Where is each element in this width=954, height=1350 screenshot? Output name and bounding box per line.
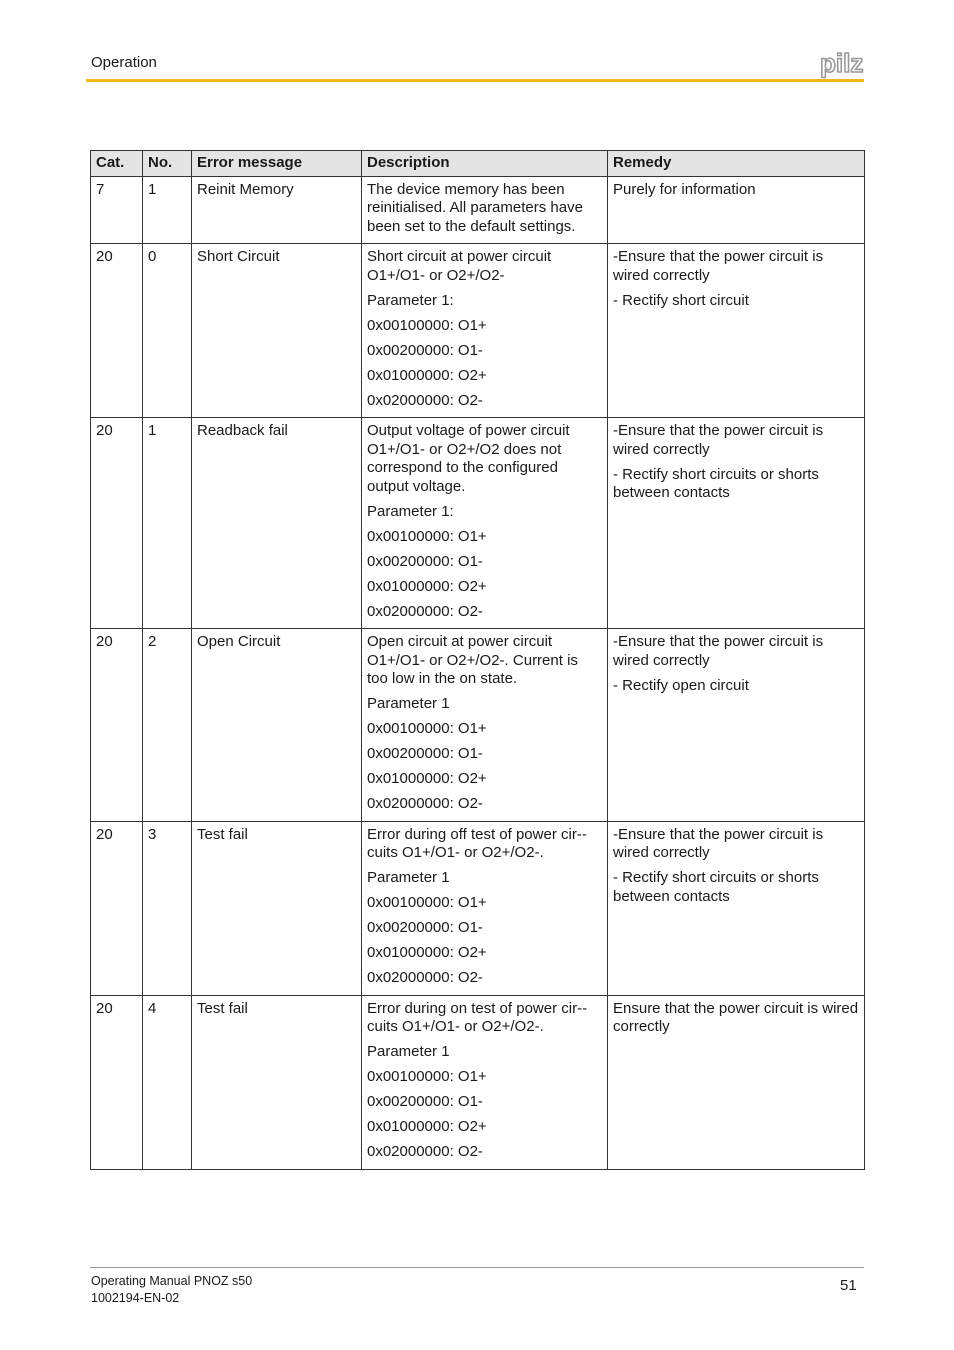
table-row: [91, 629, 865, 822]
description-line: 0x02000000: O2-: [367, 1143, 483, 1160]
cell-cat: 20: [91, 418, 143, 629]
cell-error-message: Readback fail: [192, 418, 362, 629]
footer-doc-info: [91, 1273, 252, 1307]
cell-no: 2: [143, 629, 192, 822]
description-line: 0x00200000: O1-: [367, 552, 483, 570]
footer-doc-number: 1002194-EN-02: [91, 1291, 180, 1305]
cell-description: [362, 176, 608, 244]
description-line: 0x02000000: O2-: [367, 391, 483, 409]
remedy-line: -Ensure that the power circuit is wired correctly: [613, 248, 824, 284]
description-line: Error during on test of power cir-cuits O1+/O1- or O2+/O2-.: [367, 999, 588, 1035]
cell-remedy: [608, 176, 865, 244]
cell-error-message: Test fail: [192, 995, 362, 1169]
cell-no: 3: [143, 821, 192, 995]
description-line: Error during off test of power cir-cuits O1+/O1- or O2+/O2-.: [367, 825, 587, 861]
remedy-line: Purely for information: [613, 180, 756, 198]
table-row: [91, 244, 865, 418]
cell-remedy: [608, 821, 865, 995]
description-line: Output voltage of power circuit O1+/O1- or O2+/O2 does not correspond to the configured output voltage.: [367, 422, 570, 495]
remedy-line: - Rectify short circuits or shorts between contacts: [613, 465, 819, 501]
description-line: 0x00200000: O1-: [367, 919, 483, 936]
description-line: 0x00100000: O1+: [367, 1068, 487, 1085]
cell-error-message: Short Circuit: [192, 244, 362, 418]
description-line: 0x02000000: O2-: [367, 969, 483, 986]
description-line: 0x00100000: O1+: [367, 527, 487, 545]
description-line: Parameter 1:: [367, 291, 454, 309]
description-line: 0x02000000: O2-: [367, 795, 483, 812]
remedy-line: - Rectify open circuit: [613, 676, 749, 694]
description-line: 0x01000000: O2+: [367, 770, 487, 787]
cell-error-message: Test fail: [192, 821, 362, 995]
cell-no: 1: [143, 418, 192, 629]
description-line: 0x00200000: O1-: [367, 341, 483, 359]
cell-no: 0: [143, 244, 192, 418]
table-body: [91, 176, 865, 1169]
remedy-line: - Rectify short circuits or shorts between contacts: [613, 869, 819, 905]
description-line: 0x01000000: O2+: [367, 366, 487, 384]
cell-cat: 20: [91, 244, 143, 418]
description-line: The device memory has been reinitialised. All parameters have been set to the default settings.: [367, 180, 583, 235]
remedy-line: - Rectify short circuit: [613, 291, 749, 309]
cell-no: 4: [143, 995, 192, 1169]
cell-cat: 7: [91, 176, 143, 244]
description-line: 0x00200000: O1-: [367, 745, 483, 762]
description-line: Parameter 1: [367, 869, 450, 886]
cell-description: [362, 418, 608, 629]
cell-remedy: [608, 629, 865, 822]
page-number: 51: [840, 1277, 857, 1294]
remedy-line: -Ensure that the power circuit is wired correctly: [613, 825, 824, 861]
remedy-line: Ensure that the power circuit is wired correctly: [613, 999, 859, 1035]
footer-manual-title: Operating Manual PNOZ s50: [91, 1274, 253, 1288]
column-header-description: Description: [362, 151, 608, 177]
cell-description: [362, 821, 608, 995]
column-header-error-message: Error message: [192, 151, 362, 177]
description-line: 0x01000000: O2+: [367, 1118, 487, 1135]
table-row: [91, 418, 865, 629]
cell-error-message: Open Circuit: [192, 629, 362, 822]
description-line: Parameter 1: [367, 695, 450, 712]
running-header: Operation: [91, 54, 157, 71]
description-line: 0x01000000: O2+: [367, 944, 487, 961]
description-line: Short circuit at power circuit O1+/O1- or O2+/O2-: [367, 248, 552, 284]
description-line: Open circuit at power circuit O1+/O1- or O2+/O2-. Current is too low in the on state.: [367, 633, 578, 687]
table-header-row: [91, 151, 865, 177]
cell-cat: 20: [91, 629, 143, 822]
cell-cat: 20: [91, 821, 143, 995]
cell-description: [362, 244, 608, 418]
cell-description: [362, 629, 608, 822]
column-header-no: No.: [143, 151, 192, 177]
table-row: [91, 821, 865, 995]
pilz-logo: pilz: [820, 48, 864, 78]
cell-error-message: Reinit Memory: [192, 176, 362, 244]
header-rule: [86, 79, 864, 82]
cell-cat: 20: [91, 995, 143, 1169]
description-line: 0x00100000: O1+: [367, 316, 487, 334]
description-line: 0x00200000: O1-: [367, 1093, 483, 1110]
description-line: Parameter 1: [367, 1043, 450, 1060]
description-line: 0x00100000: O1+: [367, 720, 487, 737]
cell-no: 1: [143, 176, 192, 244]
table-row: [91, 176, 865, 244]
cell-description: [362, 995, 608, 1169]
remedy-line: -Ensure that the power circuit is wired correctly: [613, 633, 824, 669]
cell-remedy: [608, 244, 865, 418]
cell-remedy: [608, 995, 865, 1169]
description-line: 0x00100000: O1+: [367, 894, 487, 911]
description-line: 0x01000000: O2+: [367, 577, 487, 595]
column-header-cat: Cat.: [91, 151, 143, 177]
description-line: 0x02000000: O2-: [367, 602, 483, 620]
cell-remedy: [608, 418, 865, 629]
remedy-line: -Ensure that the power circuit is wired correctly: [613, 422, 824, 458]
error-table: [90, 150, 865, 1170]
column-header-remedy: Remedy: [608, 151, 865, 177]
table-row: [91, 995, 865, 1169]
description-line: Parameter 1:: [367, 502, 454, 520]
footer-rule: [90, 1267, 864, 1268]
